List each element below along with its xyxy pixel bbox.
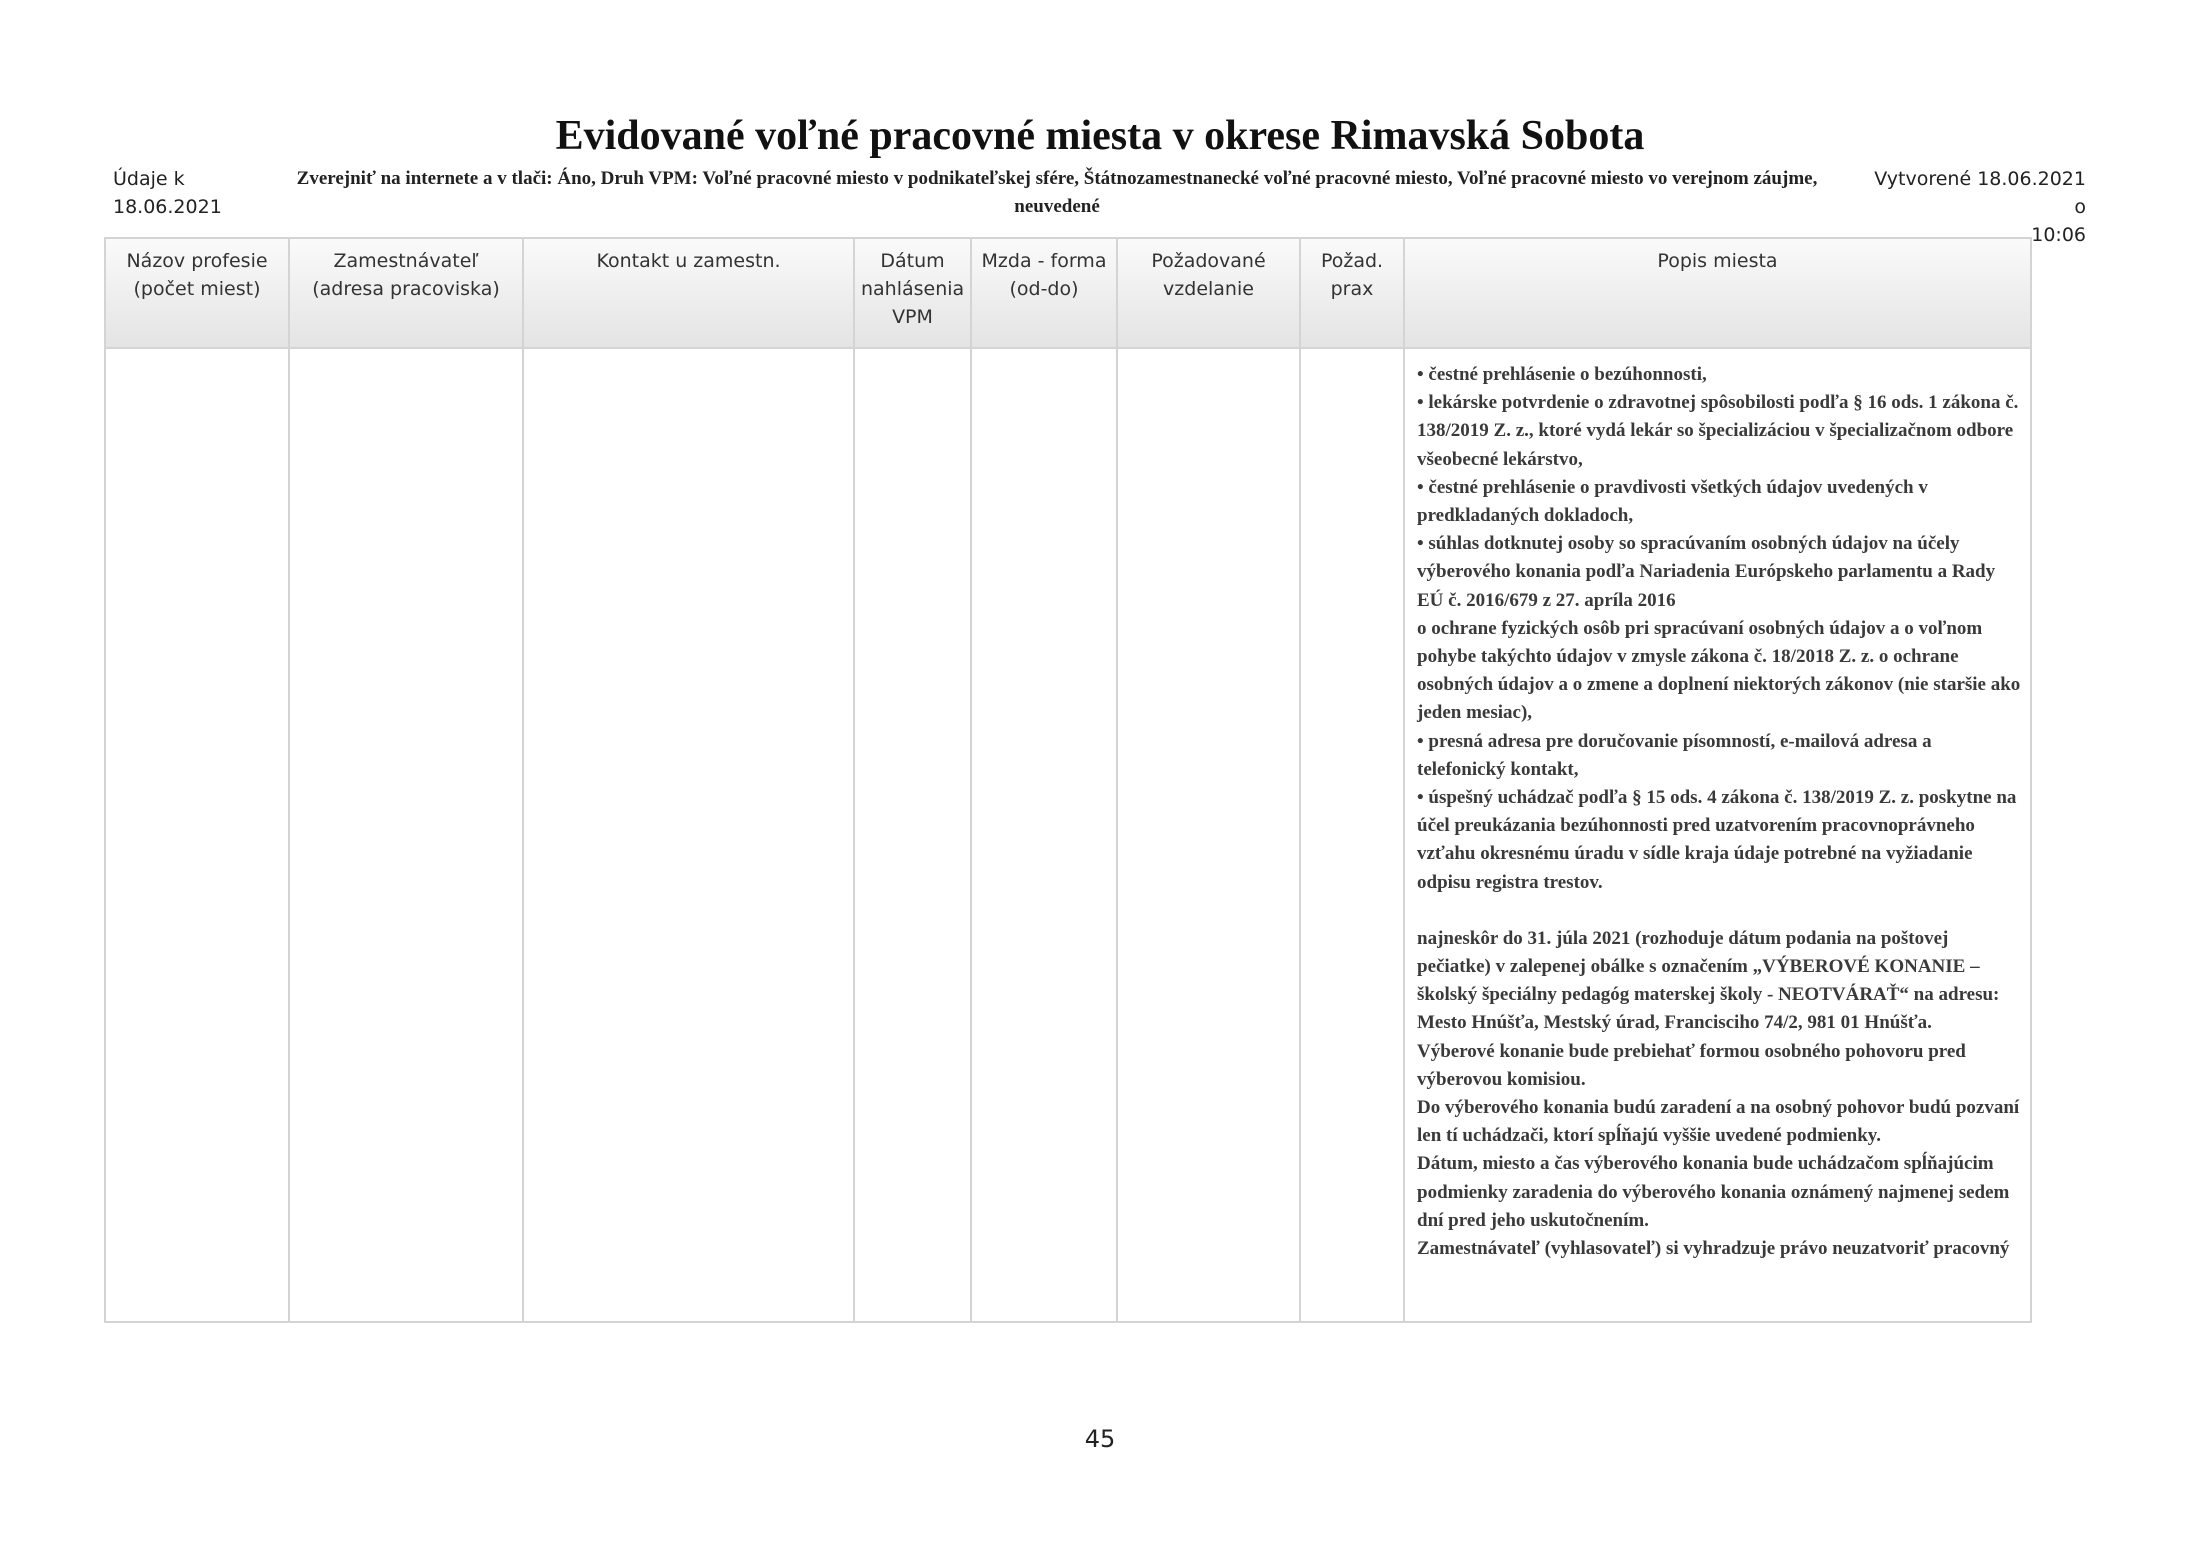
header-kontakt: Kontakt u zamestn.	[523, 238, 854, 348]
header-popis-miesta: Popis miesta	[1404, 238, 2031, 348]
job-description	[1405, 349, 2030, 1263]
page-title: Evidované voľné pracovné miesta v okrese Rimavská Sobota	[555, 113, 1645, 159]
description-paragraph: Dátum, miesto a čas výberového konania bude uchádzačom spĺňajúcim podmienky zaradenia do výberového konania oznámený najmenej sedem dní pred jeho uskutočnením.	[1417, 1153, 2010, 1231]
cell-vzdelanie	[1117, 348, 1300, 1322]
description-paragraph: • súhlas dotknutej osoby so spracúvaním osobných údajov na účely výberového konania podľa Nariadenia Európskeho parlamentu a Rady EÚ č. 2016/679 z 27. apríla 2016	[1417, 533, 1996, 611]
description-paragraph: Do výberového konania budú zaradení a na osobný pohovor budú pozvaní len tí uchádzači, ktorí spĺňajú vyššie uvedené podmienky.	[1417, 1097, 2020, 1147]
header-nazov-profesie: Názov profesie (počet miest)	[105, 238, 289, 348]
vacancies-table	[104, 237, 2032, 1323]
description-paragraph: • lekárske potvrdenie o zdravotnej spôsobilosti podľa § 16 ods. 1 zákona č. 138/2019 Z. z., ktoré vydá lekár so špecializáciou v špecializačnom odbore všeobecné lekárstvo,	[1417, 392, 2019, 470]
header-zamestnavatel: Zamestnávateľ (adresa pracoviska)	[289, 238, 523, 348]
description-paragraph: o ochrane fyzických osôb pri spracúvaní osobných údajov a o voľnom pohybe takýchto údajov v zmysle zákona č. 18/2018 Z. z. o ochrane osobných údajov a o zmene a doplnení niektorých zákonov (nie staršie ako jeden mesiac),	[1417, 617, 2021, 724]
page-number: 45	[1084, 1425, 1116, 1453]
description-paragraph: • úspešný uchádzač podľa § 15 ods. 4 zákona č. 138/2019 Z. z. poskytne na účel preukázania bezúhonnosti pred uzatvorením pracovnoprávneho vzťahu okresnému úradu v sídle kraja údaje potrebné na vyžiadanie odpisu registra trestov.	[1417, 787, 2017, 893]
header-mzda: Mzda - forma (od-do)	[971, 238, 1117, 348]
description-paragraph: najneskôr do 31. júla 2021 (rozhoduje dátum podania na poštovej pečiatke) v zalepenej obálke s označením „VÝBEROVÉ KONANIE – školský špeciálny pedagóg materskej školy - NEOTVÁRAŤ“ na adresu: Mesto Hnúšťa, Mestský úrad, Francisciho 74/2, 981 01 Hnúšťa.	[1417, 927, 2000, 1034]
cell-mzda	[971, 348, 1117, 1322]
table-header-row	[105, 238, 2031, 348]
cell-datum-nahlasenia	[854, 348, 971, 1322]
cell-zamestnavatel	[289, 348, 523, 1322]
description-paragraph: • presná adresa pre doručovanie písomností, e-mailová adresa a telefonický kontakt,	[1417, 730, 1932, 780]
created-label: Vytvorené 18.06.2021 o	[1874, 168, 2086, 218]
header-prax: Požad. prax	[1300, 238, 1404, 348]
paragraph-spacer	[1417, 897, 2022, 925]
cell-popis-miesta	[1404, 348, 2031, 1322]
header-vzdelanie: Požadované vzdelanie	[1117, 238, 1300, 348]
created-time: 10:06	[2031, 224, 2086, 246]
table-row	[105, 348, 2031, 1322]
cell-kontakt	[523, 348, 854, 1322]
description-paragraph: Výberové konanie bude prebiehať formou osobného pohovoru pred výberovou komisiou.	[1417, 1040, 1966, 1090]
description-paragraph: • čestné prehlásenie o bezúhonnosti,	[1417, 364, 1707, 385]
cell-prax	[1300, 348, 1404, 1322]
cell-nazov-profesie	[105, 348, 289, 1322]
filter-description: Zverejniť na internete a v tlači: Áno, Druh VPM: Voľné pracovné miesto v podnikateľskej sfére, Štátnozamestnanecké voľné pracovné miesto, Voľné pracovné miesto vo verejnom záujme, neuvedené	[296, 168, 1818, 217]
header-datum-nahlasenia: Dátum nahlásenia VPM	[854, 238, 971, 348]
description-paragraph: Zamestnávateľ (vyhlasovateľ) si vyhradzuje právo neuzatvoriť pracovný	[1417, 1238, 2010, 1260]
data-as-of-date: 18.06.2021	[113, 196, 222, 218]
description-paragraph: • čestné prehlásenie o pravdivosti všetkých údajov uvedených v predkladaných dokladoch,	[1417, 476, 1928, 527]
data-as-of-label: Údaje k	[113, 168, 185, 190]
data-as-of	[113, 165, 263, 221]
